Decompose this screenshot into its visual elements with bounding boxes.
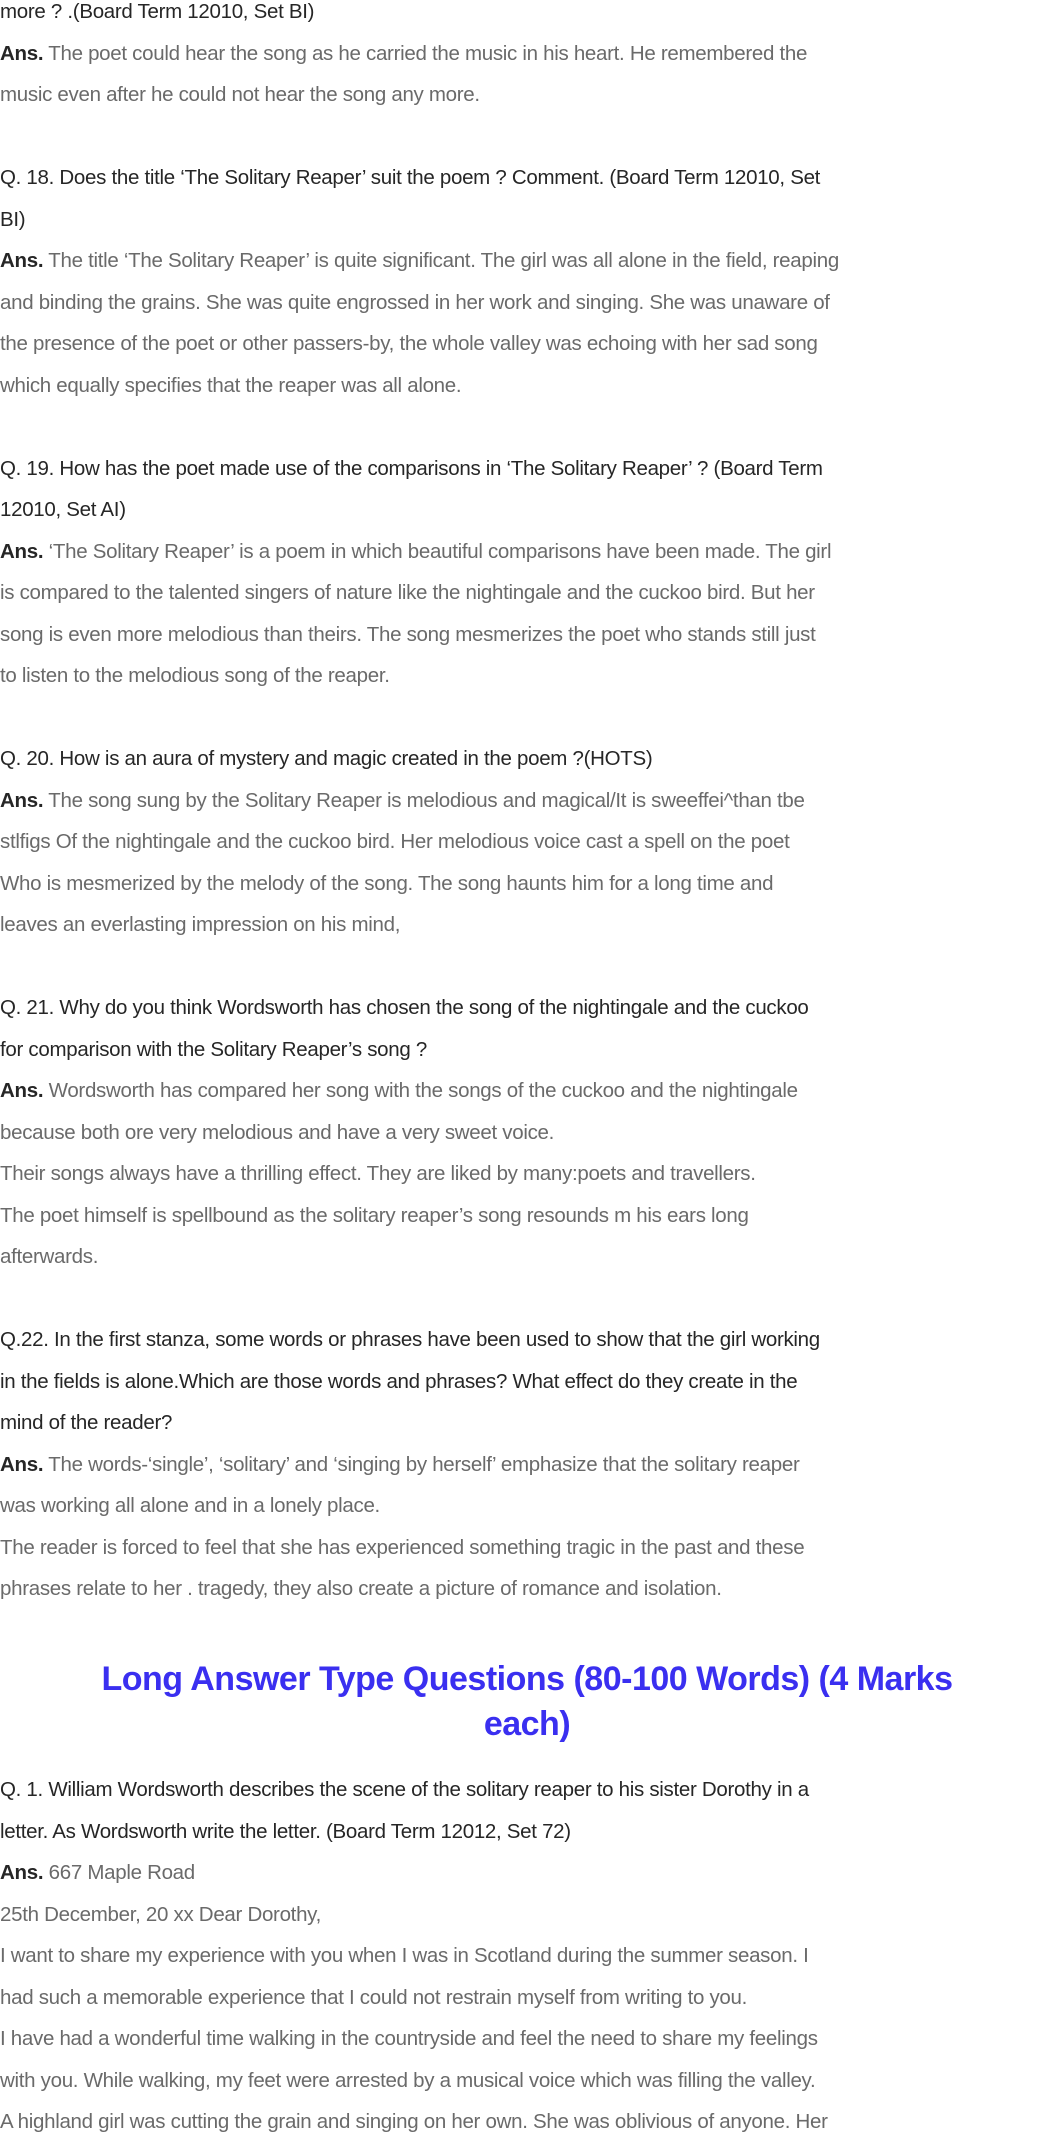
section-heading-line-1: Long Answer Type Questions (80-100 Words) (4 Marks (101, 1660, 953, 1698)
answer-text: stlfigs Of the nightingale and the cuckoo bird. Her melodious voice cast a spell on the poet (0, 830, 790, 853)
answer-line (0, 904, 1054, 946)
answer-line (0, 531, 1054, 573)
answer-line (0, 614, 1054, 656)
answer-text: 667 Maple Road (48, 1861, 195, 1884)
answer-line (0, 1485, 1054, 1527)
answer-label: Ans. (0, 1079, 44, 1102)
qa-block (0, 1769, 1054, 2143)
answer-line (0, 74, 1054, 116)
question-line: Q. 18. Does the title ‘The Solitary Reaper’ suit the poem ? Comment. (Board Term 12010, Set (0, 166, 821, 189)
long-answer-questions (0, 1769, 1054, 2143)
answer-line (0, 1195, 1054, 1237)
answer-line (0, 572, 1054, 614)
answer-text: Who is mesmerized by the melody of the song. The song haunts him for a long time and (0, 871, 774, 895)
answer-text: phrases relate to her . tragedy, they also create a picture of romance and isolation. (0, 1577, 722, 1600)
question-line: more ? .(Board Term 12010, Set BI) (0, 0, 315, 23)
question-line: Q. 19. How has the poet made use of the comparisons in ‘The Solitary Reaper’ ? (Board Term (0, 456, 823, 480)
answer-line (0, 1527, 1054, 1569)
answer-text: A highland girl was cutting the grain and singing on her own. She was oblivious of anyone. Her (0, 2110, 828, 2133)
answer-text: The title ‘The Solitary Reaper’ is quite significant. The girl was all alone in the field, reaping (48, 249, 839, 272)
answer-text: The reader is forced to feel that she has experienced something tragic in the past and these (0, 1535, 805, 1559)
answer-line (0, 2101, 1054, 2143)
answer-line (0, 1444, 1054, 1486)
question-line: Q. 21. Why do you think Wordsworth has chosen the song of the nightingale and the cuckoo (0, 996, 809, 1019)
answer-text: afterwards. (0, 1245, 99, 1268)
question-line: letter. As Wordsworth write the letter. (Board Term 12012, Set 72) (0, 1819, 571, 1843)
answer-line (0, 33, 1054, 75)
section-heading-line-2: each) (483, 1705, 571, 1743)
qa-block (0, 1319, 1054, 1610)
question-line: mind of the reader? (0, 1411, 173, 1434)
answer-line (0, 323, 1054, 365)
answer-line (0, 365, 1054, 407)
answer-line (0, 2018, 1054, 2060)
answer-label: Ans. (0, 1452, 44, 1476)
answer-line (0, 655, 1054, 697)
answer-text: Wordsworth has compared her song with the songs of the cuckoo and the nightingale (48, 1079, 798, 1102)
answer-line (0, 1977, 1054, 2019)
answer-text: Their songs always have a thrilling effect. They are liked by many:poets and travellers. (0, 1162, 756, 1185)
answer-label: Ans. (0, 1861, 44, 1884)
answer-line (0, 1112, 1054, 1154)
answer-text: which equally specifies that the reaper was all alone. (0, 373, 462, 397)
answer-label: Ans. (0, 788, 44, 812)
question-line: in the fields is alone.Which are those words and phrases? What effect do they create in the (0, 1369, 798, 1393)
answer-text: The poet himself is spellbound as the solitary reaper’s song resounds m his ears long (0, 1203, 749, 1227)
answer-text: music even after he could not hear the song any more. (0, 83, 480, 106)
answer-text: because both ore very melodious and have a very sweet voice. (0, 1120, 555, 1144)
question-line: Q. 1. William Wordsworth describes the scene of the solitary reaper to his sister Dorothy in a (0, 1778, 809, 1801)
qa-block (0, 738, 1054, 946)
qa-block (0, 987, 1054, 1278)
answer-line (0, 2060, 1054, 2102)
answer-line (0, 780, 1054, 822)
answer-text: I have had a wonderful time walking in the countryside and feel the need to share my feelings (0, 2027, 818, 2050)
question-line: Q.22. In the first stanza, some words or phrases have been used to show that the girl working (0, 1328, 820, 1351)
answer-line (0, 1070, 1054, 1112)
answer-text: to listen to the melodious song of the reaper. (0, 664, 390, 687)
answer-line (0, 1236, 1054, 1278)
answer-text: 25th December, 20 xx Dear Dorothy, (0, 1902, 321, 1926)
answer-text: with you. While walking, my feet were arrested by a musical voice which was filling the valley. (0, 2068, 816, 2092)
answer-line (0, 1935, 1054, 1977)
answer-text: and binding the grains. She was quite engrossed in her work and singing. She was unaware of (0, 290, 830, 314)
question-line: Q. 20. How is an aura of mystery and magic created in the poem ?(HOTS) (0, 747, 653, 770)
answer-line (0, 821, 1054, 863)
answer-line (0, 282, 1054, 324)
answer-text: I want to share my experience with you when I was in Scotland during the summer season. I (0, 1944, 809, 1967)
answer-label: Ans. (0, 249, 44, 272)
answer-line (0, 1894, 1054, 1936)
answer-text: the presence of the poet or other passers-by, the whole valley was echoing with her sad song (0, 332, 818, 355)
answer-line (0, 1568, 1054, 1610)
answer-text: The words-‘single’, ‘solitary’ and ‘singing by herself’ emphasize that the solitary reaper (48, 1452, 800, 1476)
answer-label: Ans. (0, 539, 44, 563)
answer-line (0, 1153, 1054, 1195)
section-heading (0, 1657, 1054, 1747)
answer-line (0, 863, 1054, 905)
qa-block (0, 448, 1054, 697)
question-line: 12010, Set AI) (0, 498, 126, 521)
answer-text: The song sung by the Solitary Reaper is melodious and magical/It is sweeffei^than tbe (48, 788, 805, 812)
answer-line (0, 1852, 1054, 1894)
answer-text: ‘The Solitary Reaper’ is a poem in which beautiful comparisons have been made. The girl (48, 539, 832, 563)
answer-text: song is even more melodious than theirs. The song mesmerizes the poet who stands still just (0, 622, 816, 646)
qa-block (0, 157, 1054, 406)
answer-label: Ans. (0, 41, 44, 65)
answer-text: leaves an everlasting impression on his mind, (0, 913, 401, 936)
answer-text: is compared to the talented singers of nature like the nightingale and the cuckoo bird. But her (0, 581, 815, 604)
answer-text: had such a memorable experience that I could not restrain myself from writing to you. (0, 1985, 748, 2009)
question-line: for comparison with the Solitary Reaper’s song ? (0, 1037, 427, 1061)
answer-text: The poet could hear the song as he carried the music in his heart. He remembered the (48, 41, 808, 65)
question-line: BI) (0, 207, 26, 231)
answer-line (0, 240, 1054, 282)
answer-text: was working all alone and in a lonely place. (0, 1494, 380, 1517)
qa-block (0, 0, 1054, 116)
